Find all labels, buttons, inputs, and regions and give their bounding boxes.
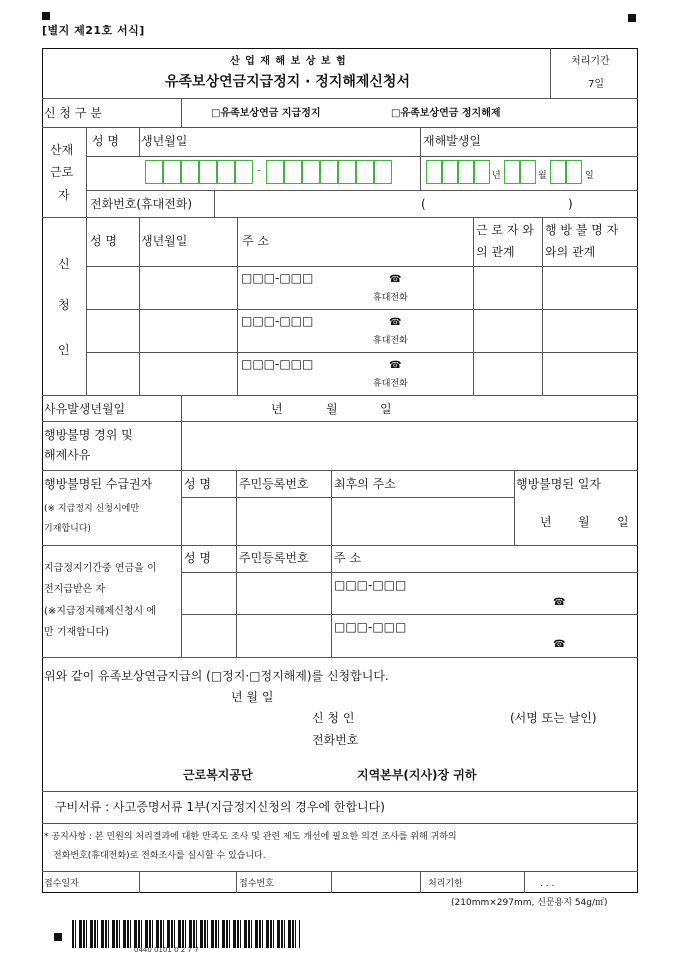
receipt-date-label: 접수일자 bbox=[44, 879, 79, 889]
corner-mark-icon bbox=[42, 12, 50, 20]
successor-address-header: 주 소 bbox=[334, 551, 361, 565]
worker-section-label: 근로 bbox=[50, 165, 74, 179]
resident-number-digit[interactable] bbox=[338, 160, 356, 184]
accident-month-digit[interactable] bbox=[520, 160, 536, 184]
checkbox-stop-payment[interactable]: □유족보상연금 지급정지 bbox=[211, 108, 321, 119]
resident-number-digit[interactable] bbox=[374, 160, 392, 184]
checkbox-release-stop[interactable]: □유족보상연금 정지해제 bbox=[391, 108, 501, 119]
declaration-text: 위와 같이 유족보상연금지급의 (□정지·□정지해제)를 신청합니다. bbox=[44, 669, 389, 683]
applicant-birth-header: 생년월일 bbox=[141, 234, 188, 248]
resident-number-digit[interactable] bbox=[181, 160, 199, 184]
successor-note: 만 기재합니다) bbox=[44, 627, 110, 638]
corner-mark-icon bbox=[628, 14, 636, 22]
resident-number-digit[interactable] bbox=[356, 160, 374, 184]
reason-day: 일 bbox=[380, 402, 392, 416]
processing-period-label: 처리기간 bbox=[571, 56, 610, 67]
missing-reason-label: 행방불명 경위 및 bbox=[44, 428, 133, 442]
successor-label: 지급정지기간중 연금을 이 bbox=[44, 563, 157, 574]
successor-resident-header: 주민등록번호 bbox=[239, 551, 309, 565]
declaration-phone: 전화번호 bbox=[312, 733, 359, 747]
reason-month: 월 bbox=[326, 402, 338, 416]
telephone-icon: ☎ bbox=[389, 274, 402, 285]
accident-day-digit[interactable] bbox=[566, 160, 582, 184]
deadline-label: 처리기한 bbox=[428, 879, 463, 889]
resident-number-digit[interactable] bbox=[217, 160, 235, 184]
barcode-icon bbox=[72, 920, 300, 948]
resident-number-digit[interactable] bbox=[320, 160, 338, 184]
deadline-value: . . . bbox=[540, 879, 555, 889]
successor-postal-code[interactable]: □□□-□□□ bbox=[334, 620, 407, 634]
accident-year-digit[interactable] bbox=[426, 160, 442, 184]
missing-reason-label: 해제사유 bbox=[44, 448, 91, 462]
worker-name-label: 성 명 bbox=[92, 134, 119, 148]
accident-year-digit[interactable] bbox=[442, 160, 458, 184]
applicant-section-label: 청 bbox=[58, 298, 70, 312]
relation-missing-header: 와의 관계 bbox=[545, 245, 596, 259]
phone-open-paren: ( bbox=[421, 197, 426, 211]
resident-number-digit[interactable] bbox=[163, 160, 181, 184]
missing-recipient-note: 기재합니다) bbox=[44, 524, 91, 534]
applicant-postal-code[interactable]: □□□-□□□ bbox=[241, 271, 314, 285]
resident-number-digit[interactable] bbox=[302, 160, 320, 184]
worker-birth-label: 생년월일 bbox=[141, 134, 188, 148]
signature-label: (서명 또는 날인) bbox=[510, 711, 597, 725]
telephone-icon: ☎ bbox=[389, 317, 402, 328]
worker-section-label: 자 bbox=[58, 188, 70, 202]
year-suffix: 년 bbox=[492, 171, 501, 181]
month-suffix: 월 bbox=[538, 171, 547, 181]
form-number-label: [별지 제21호 서식] bbox=[42, 24, 145, 37]
telephone-icon: ☎ bbox=[553, 597, 566, 608]
agency-title: 산 업 재 해 보 상 보 험 bbox=[230, 56, 347, 67]
processing-period-value: 7일 bbox=[588, 79, 605, 90]
applicant-postal-code[interactable]: □□□-□□□ bbox=[241, 357, 314, 371]
declaration-date: 년 월 일 bbox=[231, 690, 274, 704]
accident-year-digit[interactable] bbox=[474, 160, 490, 184]
resident-number-dash: - bbox=[257, 163, 262, 177]
applicant-mobile-label: 휴대전화 bbox=[373, 293, 408, 303]
missing-date-header: 행방불명된 일자 bbox=[516, 477, 601, 491]
missing-recipient-label: 행방불명된 수급권자 bbox=[44, 477, 153, 491]
missing-name-header: 성 명 bbox=[184, 477, 211, 491]
successor-note: (※지급정지해제신청시 에 bbox=[44, 606, 157, 617]
day-suffix: 일 bbox=[585, 171, 594, 181]
resident-number-digit[interactable] bbox=[235, 160, 253, 184]
notice-text: 전화번호(휴대전화)로 전화조사를 실시할 수 있습니다. bbox=[53, 851, 266, 861]
accident-month-digit[interactable] bbox=[504, 160, 520, 184]
receipt-number-label: 접수번호 bbox=[239, 879, 274, 889]
relation-missing-header: 행 방 불 명 자 bbox=[545, 223, 619, 237]
recipient-organization: 근로복지공단 bbox=[183, 768, 253, 782]
relation-worker-header: 의 관계 bbox=[476, 245, 515, 259]
paper-spec: (210mm×297mm, 신문용지 54g/㎡) bbox=[451, 898, 608, 908]
last-address-header: 최후의 주소 bbox=[334, 477, 396, 491]
successor-name-header: 성 명 bbox=[184, 551, 211, 565]
request-type-label: 신 청 구 분 bbox=[44, 106, 102, 120]
worker-section-label: 산재 bbox=[50, 143, 74, 157]
applicant-name-header: 성 명 bbox=[90, 234, 117, 248]
missing-recipient-note: (※ 지급정지 신청시에만 bbox=[44, 504, 140, 514]
reason-year: 년 bbox=[271, 402, 283, 416]
accident-day-digit[interactable] bbox=[550, 160, 566, 184]
barcode-number: 0440 0101 0 2 7 7 bbox=[134, 946, 199, 954]
declaration-applicant: 신 청 인 bbox=[312, 711, 355, 725]
telephone-icon: ☎ bbox=[553, 639, 566, 650]
successor-label: 전지급받은 자 bbox=[44, 584, 106, 595]
resident-number-digit[interactable] bbox=[266, 160, 284, 184]
page-title: 유족보상연금지급정지 · 정지해제신청서 bbox=[165, 74, 410, 90]
successor-postal-code[interactable]: □□□-□□□ bbox=[334, 578, 407, 592]
required-documents: 구비서류 : 사고증명서류 1부(지급정지신청의 경우에 한합니다) bbox=[55, 800, 385, 814]
applicant-mobile-label: 휴대전화 bbox=[373, 379, 408, 389]
applicant-section-label: 인 bbox=[58, 343, 70, 357]
resident-number-digit[interactable] bbox=[145, 160, 163, 184]
accident-date-label: 재해발생일 bbox=[423, 134, 481, 148]
notice-text: * 공지사항 : 본 민원의 처리결과에 대한 만족도 조사 및 관련 제도 개선에 필요한 의견 조사를 위해 귀하의 bbox=[44, 832, 457, 842]
applicant-address-header: 주 소 bbox=[242, 234, 269, 248]
reason-date-label: 사유발생년월일 bbox=[44, 402, 126, 416]
relation-worker-header: 근 로 자 와 bbox=[476, 223, 534, 237]
missing-resident-header: 주민등록번호 bbox=[239, 477, 309, 491]
corner-mark-icon bbox=[54, 933, 62, 941]
missing-day: 일 bbox=[617, 515, 629, 529]
resident-number-digit[interactable] bbox=[199, 160, 217, 184]
recipient-office: 지역본부(지사)장 귀하 bbox=[357, 768, 477, 782]
accident-year-digit[interactable] bbox=[458, 160, 474, 184]
phone-close-paren: ) bbox=[568, 197, 573, 211]
applicant-section-label: 신 bbox=[58, 257, 70, 271]
missing-month: 월 bbox=[578, 515, 590, 529]
worker-phone-label: 전화번호(휴대전화) bbox=[90, 197, 193, 211]
resident-number-digit[interactable] bbox=[284, 160, 302, 184]
applicant-postal-code[interactable]: □□□-□□□ bbox=[241, 314, 314, 328]
telephone-icon: ☎ bbox=[389, 360, 402, 371]
applicant-mobile-label: 휴대전화 bbox=[373, 336, 408, 346]
missing-year: 년 bbox=[540, 515, 552, 529]
